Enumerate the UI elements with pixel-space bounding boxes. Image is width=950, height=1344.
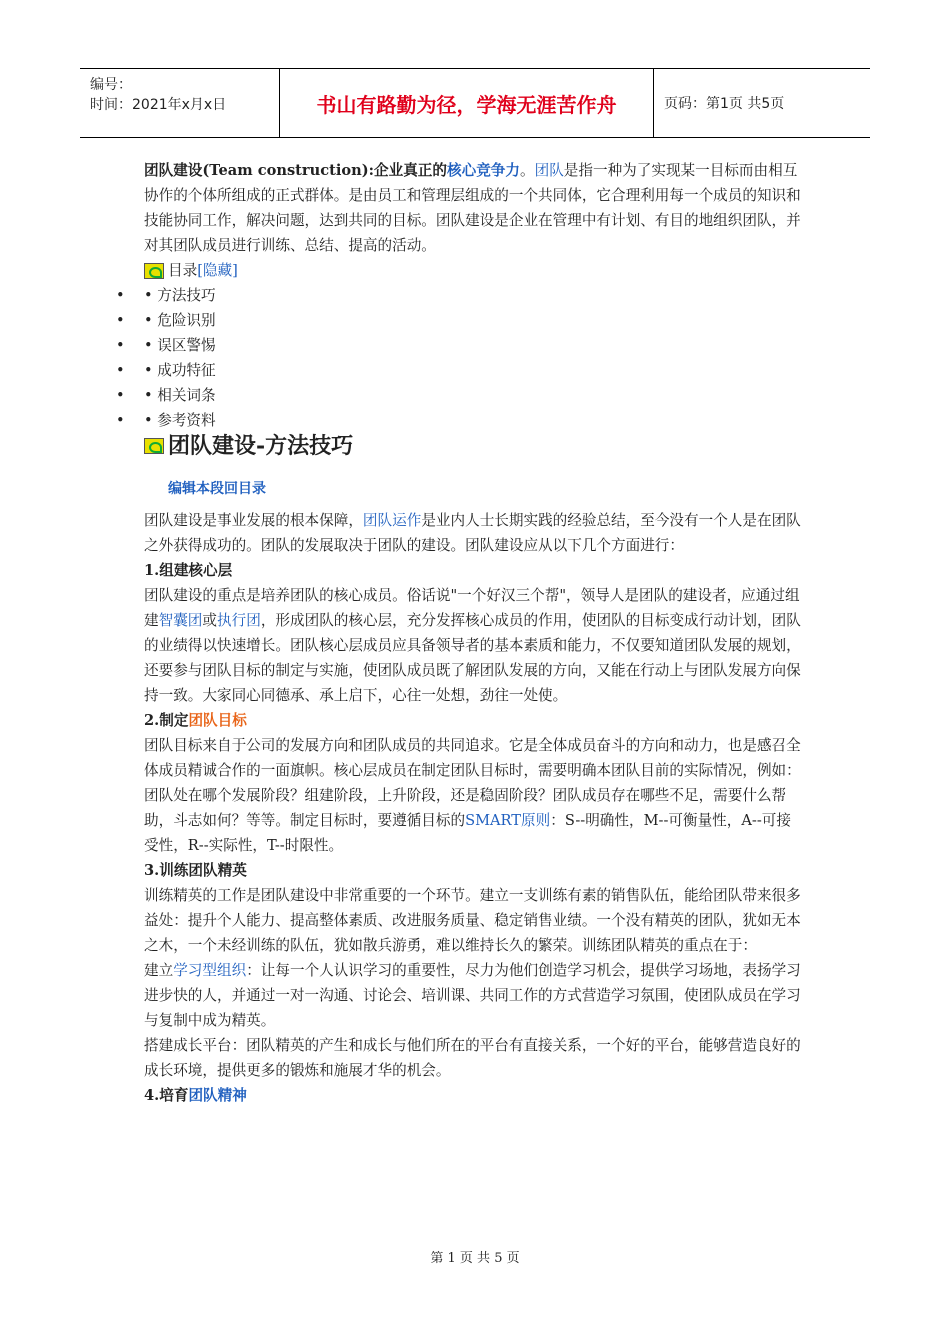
toc-item[interactable]: • • 方法技巧 <box>116 287 216 304</box>
intro-text: 是指一种为了实现某一目标而由相互协作的个体所组成的正式群体。是由员工和管理层组成的一个共同体，它合理利用每一个成员的知识和技能协同工作，解决问题，达到共同的目标。团队建设是企业在管理中有计划、有目的地组织团队，并对其团队成员进行训练、总结、提高的活动。 <box>144 162 801 254</box>
core-competence-link[interactable]: 核心竞争力 <box>447 162 520 179</box>
team-goal-link[interactable]: 团队目标 <box>188 712 247 729</box>
header-meta <box>80 69 280 137</box>
header-motto: 书山有路勤为径，学海无涯苦作舟 <box>280 69 654 137</box>
toc-list <box>116 283 804 433</box>
page-header <box>80 68 870 138</box>
smart-principle-link[interactable]: SMART原则 <box>465 812 551 829</box>
toc-item[interactable]: • • 误区警惕 <box>116 337 216 354</box>
document-body <box>116 158 804 1108</box>
toc-item[interactable]: • • 相关词条 <box>116 387 216 404</box>
paragraph: 团队建设是事业发展的根本保障，团队运作是业内人士长期实践的经验总结，至今没有一个人是在团队之外获得成功的。团队的发展取决于团队的建设。团队建设应从以下几个方面进行： <box>144 512 801 554</box>
toc-hide-link[interactable]: [隐藏] <box>197 262 238 279</box>
team-spirit-link[interactable]: 团队精神 <box>188 1087 247 1104</box>
paragraph: 团队目标来自于公司的发展方向和团队成员的共同追求。它是全体成员奋斗的方向和动力，也是感召全体成员精诚合作的一面旗帜。核心层成员在制定团队目标时，需要明确本团队目前的实际情况，例如：团队处在哪个发展阶段？组建阶段，上升阶段，还是稳固阶段？团队成员存在哪些不足，需要什么帮助，斗志如何？等等。制定目标时，要遵循目标的SMART原则：S--明确性，M--可衡量性，A--可接受性，R--实际性，T--时限性。 <box>144 737 801 854</box>
edit-section-link[interactable]: 编辑本段回目录 <box>168 481 266 497</box>
page-indicator: 页码：第1页 共5页 <box>664 96 785 112</box>
toc-item[interactable]: • • 成功特征 <box>116 362 216 379</box>
heading-team-spirit: 4.培育团队精神 <box>144 1087 247 1104</box>
intro-paragraph: 团队建设(Team construction):企业真正的核心竞争力。团队是指一种为了实现某一目标而由相互协作的个体所组成的正式群体。是由员工和管理层组成的一个共同体，它合理利用每一个成员的知识和技能协同工作，解决问题，达到共同的目标。团队建设是企业在管理中有计划、有目的地组织团队，并对其团队成员进行训练、总结、提高的活动。 <box>144 162 801 254</box>
toc-item[interactable]: • • 参考资料 <box>116 412 216 429</box>
heading-core-layer: 1.组建核心层 <box>144 562 233 579</box>
paragraph: 搭建成长平台：团队精英的产生和成长与他们所在的平台有直接关系，一个好的平台，能够营造良好的成长环境，提供更多的锻炼和施展才华的机会。 <box>144 1037 801 1079</box>
paragraph: 团队建设的重点是培养团队的核心成员。俗话说"一个好汉三个帮"，领导人是团队的建设者，应通过组建智囊团或执行团，形成团队的核心层，充分发挥核心成员的作用，使团队的目标变成行动计划，团队的业绩得以快速增长。团队核心层成员应具备领导者的基本素质和能力，不仅要知道团队发展的规划，还要参与团队目标的制定与实施，使团队成员既了解团队发展的方向，又能在行动上与团队发展方向保持一致。大家同心同德承、承上启下，心往一处想，劲往一处使。 <box>144 587 801 704</box>
section-icon <box>144 438 164 454</box>
section-title: 团队建设-方法技巧 <box>144 429 804 463</box>
paragraph: 训练精英的工作是团队建设中非常重要的一个环节。建立一支训练有素的销售队伍，能给团队带来很多益处：提升个人能力、提高整体素质、改进服务质量、稳定销售业绩。一个没有精英的团队，犹如无本之木，一个未经训练的队伍，犹如散兵游勇，难以维持长久的繁荣。训练团队精英的重点在于： <box>144 887 801 954</box>
execution-team-link[interactable]: 执行团 <box>217 612 261 629</box>
toc-item[interactable]: • • 危险识别 <box>116 312 216 329</box>
team-operation-link[interactable]: 团队运作 <box>362 512 422 529</box>
heading-team-goal: 2.制定团队目标 <box>144 712 247 729</box>
team-link[interactable]: 团队 <box>534 162 564 179</box>
toc-label: 目录 <box>168 262 198 279</box>
time-label: 时间：2021年x月x日 <box>90 97 227 113</box>
number-label: 编号： <box>90 77 132 93</box>
toc-icon <box>144 263 164 279</box>
paragraph: 建立学习型组织：让每一个人认识学习的重要性，尽力为他们创造学习机会，提供学习场地，表扬学习进步快的人，并通过一对一沟通、讨论会、培训课、共同工作的方式营造学习氛围，使团队成员在学习与复制中成为精英。 <box>144 962 801 1029</box>
intro-term: 团队建设(Team construction):企业真正的 <box>144 162 447 179</box>
think-tank-link[interactable]: 智囊团 <box>158 612 203 629</box>
heading-train-elite: 3.训练团队精英 <box>144 862 247 879</box>
page-footer: 第 1 页 共 5 页 <box>430 1251 520 1266</box>
learning-org-link[interactable]: 学习型组织 <box>173 962 247 979</box>
toc-header <box>144 258 804 283</box>
